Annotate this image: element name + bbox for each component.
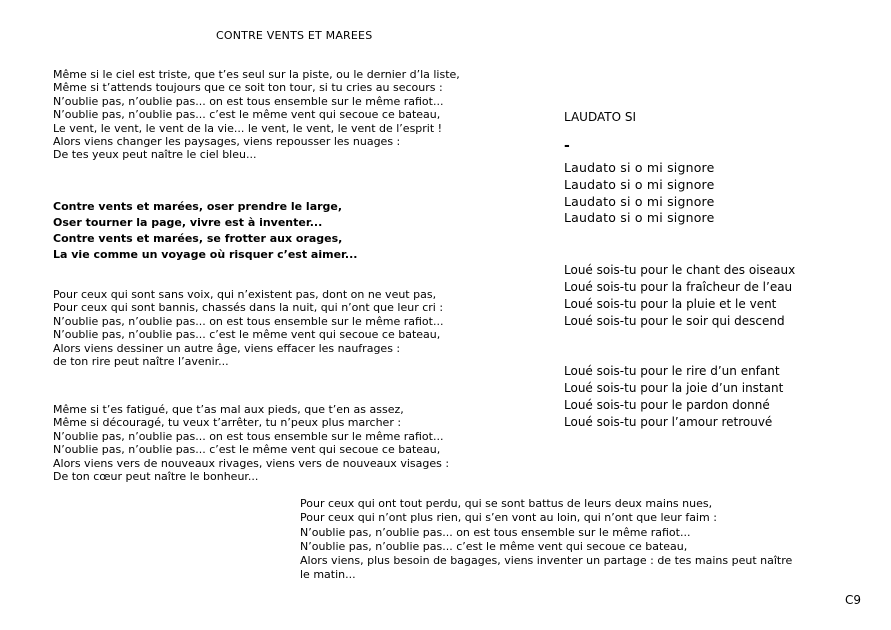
stanza-line: Loué sois-tu pour le rire d’un enfant <box>564 364 780 378</box>
verse-line: de ton rire peut naître l’avenir... <box>53 355 229 369</box>
stanza-line: Loué sois-tu pour le pardon donné <box>564 397 770 412</box>
page-number: C9 <box>845 593 862 607</box>
refrain-line: La vie comme un voyage où risquer c’est aimer... <box>53 248 358 261</box>
song1-title: CONTRE VENTS ET MAREES <box>216 29 373 42</box>
stanza-line: Loué sois-tu pour l’amour retrouvé <box>564 414 773 429</box>
verse-line: De tes yeux peut naître le ciel bleu... <box>53 148 257 162</box>
song2-stanza-1 <box>564 262 795 330</box>
verse-line: Alors viens dessiner un autre âge, viens effacer les naufrages : <box>53 341 401 355</box>
song2-stanza-2 <box>564 363 783 431</box>
verse-line: N’oublie pas, n’oublie pas... c’est le même vent qui secoue ce bateau, <box>53 443 441 457</box>
stanza-line: Loué sois-tu pour la fraîcheur de l’eau <box>564 279 793 294</box>
verse-line: N’oublie pas, n’oublie pas... c’est le même vent qui secoue ce bateau, <box>300 539 688 553</box>
song1-verse-2 <box>53 288 443 368</box>
refrain-line: Contre vents et marées, se frotter aux orages, <box>53 232 343 245</box>
chorus-line: Laudato si o mi signore <box>564 193 715 209</box>
verse-line: Alors viens vers de nouveaux rivages, viens vers de nouveaux visages : <box>53 456 450 470</box>
verse-line: De ton cœur peut naître le bonheur... <box>53 470 259 484</box>
verse-line: Pour ceux qui sont sans voix, qui n’existent pas, dont on ne veut pas, <box>53 288 437 301</box>
verse-line: Pour ceux qui n’ont plus rien, qui s’en vont au loin, qui n’ont que leur faim : <box>300 511 717 525</box>
song2-title: LAUDATO SI <box>564 110 637 124</box>
verse-line: Même si t’es fatigué, que t’as mal aux pieds, que t’en as assez, <box>53 403 404 416</box>
refrain-line: Oser tourner la page, vivre est à inventer... <box>53 216 323 229</box>
verse-line: Même si le ciel est triste, que t’es seul sur la piste, ou le dernier d’la liste, <box>53 68 460 81</box>
verse-line: Pour ceux qui ont tout perdu, qui se sont battus de leurs deux mains nues, <box>300 497 713 510</box>
stanza-line: Loué sois-tu pour la pluie et le vent <box>564 296 777 311</box>
stanza-line: Loué sois-tu pour le chant des oiseaux <box>564 263 796 277</box>
song1-verse-4 <box>300 497 792 583</box>
verse-line: N’oublie pas, n’oublie pas... c’est le même vent qui secoue ce bateau, <box>53 328 441 342</box>
verse-line: N’oublie pas, n’oublie pas... c’est le même vent qui secoue ce bateau, <box>53 108 441 122</box>
song1-verse-3 <box>53 403 449 483</box>
verse-line: Même si t’attends toujours que ce soit ton tour, si tu cries au secours : <box>53 81 443 95</box>
verse-line: N’oublie pas, n’oublie pas... on est tous ensemble sur le même rafiot... <box>53 94 444 108</box>
refrain-line: Contre vents et marées, oser prendre le large, <box>53 200 343 213</box>
song1-refrain <box>53 199 357 263</box>
verse-line: N’oublie pas, n’oublie pas... on est tous ensemble sur le même rafiot... <box>53 314 444 328</box>
chorus-line: Laudato si o mi signore <box>564 176 715 192</box>
verse-line: N’oublie pas, n’oublie pas... on est tous ensemble sur le même rafiot... <box>53 429 444 443</box>
verse-line: N’oublie pas, n’oublie pas... on est tous ensemble sur le même rafiot... <box>300 525 691 539</box>
verse-line: Alors viens changer les paysages, viens repousser les nuages : <box>53 135 401 149</box>
verse-line: Pour ceux qui sont bannis, chassés dans la nuit, qui n’ont que leur cri : <box>53 301 444 315</box>
stanza-line: Loué sois-tu pour le soir qui descend <box>564 313 785 328</box>
verse-line: le matin... <box>300 568 356 582</box>
verse-line: Alors viens, plus besoin de bagages, viens inventer un partage : de tes mains peut naître <box>300 554 793 568</box>
chorus-line: Laudato si o mi signore <box>564 160 715 175</box>
song2-chorus <box>564 160 715 227</box>
song2-dash: - <box>564 138 570 154</box>
stanza-line: Loué sois-tu pour la joie d’un instant <box>564 380 784 395</box>
verse-line: Même si découragé, tu veux t’arrêter, tu n’peux plus marcher : <box>53 416 402 430</box>
verse-line: Le vent, le vent, le vent de la vie... le vent, le vent, le vent de l’esprit ! <box>53 121 443 135</box>
chorus-line: Laudato si o mi signore <box>564 210 715 226</box>
song1-verse-1 <box>53 68 460 162</box>
